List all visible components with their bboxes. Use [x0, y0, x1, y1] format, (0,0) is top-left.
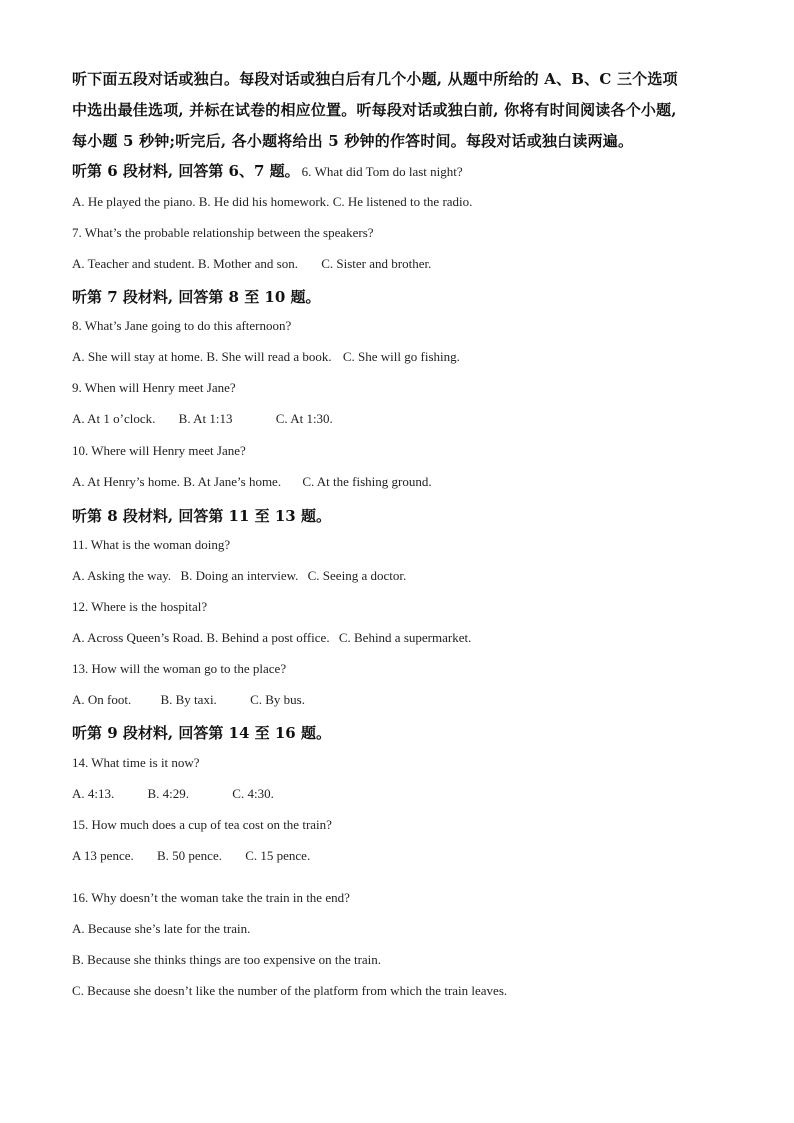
option-b: B. At 1:13 — [178, 411, 233, 426]
section-heading-7: 听第 7 段材料, 回答第 8 至 10 题。 — [72, 288, 321, 306]
option-b: B. Mother and son. — [197, 256, 298, 271]
option-a: A. Asking the way. — [72, 568, 172, 583]
section-heading-6 — [72, 160, 463, 181]
option-b: B. Doing an interview. — [180, 568, 299, 583]
option-a: A. At Henry’s home. — [72, 474, 180, 489]
section-heading-9: 听第 9 段材料, 回答第 14 至 16 题。 — [72, 724, 331, 742]
instructions-line: 听下面五段对话或独白。每段对话或独白后有几个小题, 从题中所给的 A、B、C 三个选项 — [72, 70, 678, 88]
option-b: B. At Jane’s home. — [183, 474, 282, 489]
option-b: B. He did his homework. — [198, 194, 330, 209]
option-b: B. 50 pence. — [156, 848, 222, 863]
option-a: A. Teacher and student. — [72, 256, 195, 271]
option-c: C. He listened to the radio. — [332, 194, 473, 209]
option-a: A. He played the piano. — [72, 194, 196, 209]
question-8-options — [72, 349, 460, 365]
question-7-options — [72, 256, 431, 272]
option-b: B. She will read a book. — [206, 349, 332, 364]
question-16-option-c: C. Because she doesn’t like the number of the platform from which the train leaves. — [72, 983, 508, 998]
option-a: A. Across Queen’s Road. — [72, 630, 204, 645]
section-heading-8: 听第 8 段材料, 回答第 11 至 13 题。 — [72, 507, 331, 525]
option-c: C. 15 pence. — [245, 848, 311, 863]
question-8-text: 8. What’s Jane going to do this afternoon? — [72, 318, 292, 333]
instructions-line: 每小题 5 秒钟;听完后, 各小题将给出 5 秒钟的作答时间。每段对话或独白读两遍。 — [72, 132, 634, 150]
question-9-text: 9. When will Henry meet Jane? — [72, 380, 236, 395]
question-6-text: 6. What did Tom do last night? — [301, 164, 463, 179]
question-7-text: 7. What’s the probable relationship between the speakers? — [72, 225, 374, 240]
question-12-options — [72, 630, 471, 646]
option-c: C. She will go fishing. — [342, 349, 460, 364]
question-11-options — [72, 568, 406, 584]
option-c: C. Sister and brother. — [321, 256, 432, 271]
question-10-text: 10. Where will Henry meet Jane? — [72, 443, 246, 458]
section-heading-text: 听第 6 段材料, 回答第 6、7 题。 — [72, 162, 300, 180]
option-b: B. 4:29. — [147, 786, 190, 801]
option-b: B. By taxi. — [160, 692, 217, 707]
question-13-text: 13. How will the woman go to the place? — [72, 661, 287, 676]
question-16-option-b: B. Because she thinks things are too expensive on the train. — [72, 952, 382, 967]
option-a: A. She will stay at home. — [72, 349, 204, 364]
question-16-option-a: A. Because she’s late for the train. — [72, 921, 251, 936]
question-14-options — [72, 786, 274, 802]
question-6-options — [72, 194, 472, 210]
question-14-text: 14. What time is it now? — [72, 755, 200, 770]
instructions-line: 中选出最佳选项, 并标在试卷的相应位置。听每段对话或独白前, 你将有时间阅读各个小题, — [72, 101, 677, 119]
question-16-text: 16. Why doesn’t the woman take the train in the end? — [72, 890, 350, 905]
question-15-text: 15. How much does a cup of tea cost on the train? — [72, 817, 332, 832]
option-c: C. At the fishing ground. — [302, 474, 432, 489]
question-9-options — [72, 411, 333, 427]
option-a: A. At 1 o’clock. — [72, 411, 156, 426]
question-13-options — [72, 692, 305, 708]
option-b: B. Behind a post office. — [206, 630, 330, 645]
option-a: A 13 pence. — [72, 848, 134, 863]
question-10-options — [72, 474, 432, 490]
option-a: A. On foot. — [72, 692, 132, 707]
option-c: C. 4:30. — [232, 786, 274, 801]
option-c: C. By bus. — [250, 692, 305, 707]
option-c: C. Seeing a doctor. — [307, 568, 407, 583]
question-11-text: 11. What is the woman doing? — [72, 537, 231, 552]
option-c: C. At 1:30. — [275, 411, 333, 426]
option-c: C. Behind a supermarket. — [338, 630, 472, 645]
option-a: A. 4:13. — [72, 786, 115, 801]
question-15-options — [72, 848, 310, 864]
instructions — [72, 64, 732, 157]
question-12-text: 12. Where is the hospital? — [72, 599, 208, 614]
